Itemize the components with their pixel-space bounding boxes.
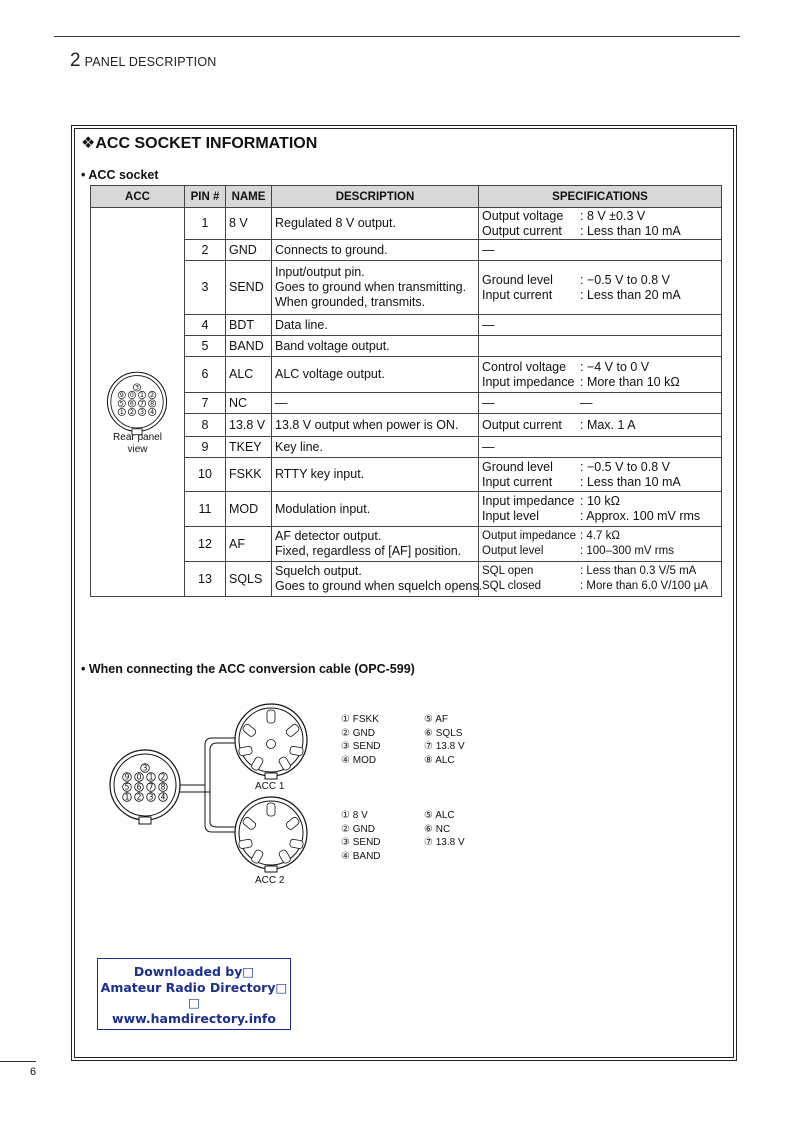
specification-cell	[479, 437, 722, 458]
description-cell	[272, 393, 479, 414]
description-line: Key line.	[275, 439, 323, 454]
specification-cell	[479, 492, 722, 527]
conversion-cable-icon	[180, 738, 235, 832]
description-cell	[272, 492, 479, 527]
download-line-1: Downloaded by□	[133, 964, 255, 979]
specification-line	[482, 564, 718, 579]
svg-text:3: 3	[140, 409, 145, 417]
svg-text:3: 3	[148, 792, 154, 802]
svg-text:4: 4	[150, 409, 155, 417]
specification-line	[482, 494, 718, 509]
spec-value: —	[580, 395, 593, 410]
description-line: Fixed, regardless of [AF] position.	[275, 544, 462, 558]
specification-cell	[479, 414, 722, 437]
description-line: AF detector output.	[275, 529, 382, 543]
specification-cell	[479, 336, 722, 357]
spec-key: Output current	[482, 417, 562, 432]
spec-key: Output voltage	[482, 208, 564, 223]
svg-text:8: 8	[150, 400, 155, 408]
specification-cell	[479, 458, 722, 492]
description-line: Goes to ground when squelch opens.	[275, 579, 483, 593]
specification-line	[482, 318, 718, 333]
description-line: Squelch output.	[275, 564, 362, 578]
section-title: ❖ACC SOCKET INFORMATION	[81, 135, 318, 152]
spec-key: Output current	[482, 223, 562, 238]
description-line: —	[275, 395, 288, 410]
description-cell	[272, 414, 479, 437]
specification-line	[482, 529, 718, 544]
pin-name-cell: AF	[226, 527, 272, 562]
svg-text:1: 1	[148, 772, 154, 782]
spec-key: —	[482, 395, 495, 410]
pin-number-cell: 2	[185, 240, 226, 261]
download-notice	[97, 958, 291, 1030]
acc-pin-table	[90, 185, 722, 597]
specification-line	[482, 475, 718, 490]
description-cell	[272, 208, 479, 240]
svg-text:0: 0	[129, 392, 134, 400]
description-cell	[272, 261, 479, 315]
spec-key: Ground level	[482, 272, 553, 287]
table-row	[91, 527, 722, 562]
spec-value: : Max. 1 A	[580, 417, 636, 432]
specification-line	[482, 460, 718, 475]
description-line: Band voltage output.	[275, 338, 390, 353]
description-line: ALC voltage output.	[275, 367, 385, 381]
chapter-number: 2	[70, 50, 81, 71]
description-line: 13.8 V output when power is ON.	[275, 417, 459, 432]
description-cell	[272, 437, 479, 458]
spec-value: : Less than 10 mA	[580, 223, 681, 238]
specification-line	[482, 209, 718, 224]
header-name: NAME	[226, 186, 272, 208]
description-line: Input/output pin.	[275, 265, 365, 279]
table-row	[91, 458, 722, 492]
spec-key: SQL open	[482, 565, 534, 577]
specification-cell	[479, 357, 722, 393]
specification-line	[482, 418, 718, 433]
rear-panel-label: Rear panel view	[113, 432, 162, 455]
header-specifications: SPECIFICATIONS	[479, 186, 722, 208]
table-header-row	[91, 186, 722, 208]
spec-value: : 8 V ±0.3 V	[580, 208, 646, 223]
table-row	[91, 414, 722, 437]
specification-line	[482, 273, 718, 288]
spec-value: : Less than 0.3 V/5 mA	[580, 565, 697, 577]
pin-number-cell: 13	[185, 562, 226, 597]
acc1-pin-list-right: ⑤ AF ⑥ SQLS ⑦ 13.8 V ⑧ ALC	[424, 714, 465, 766]
spec-value: : More than 10 kΩ	[580, 374, 680, 389]
specification-line	[482, 243, 718, 258]
spec-key: —	[482, 242, 495, 257]
svg-text:1: 1	[124, 792, 130, 802]
table-row	[91, 208, 722, 240]
pin-name-cell: GND	[226, 240, 272, 261]
svg-text:3: 3	[142, 763, 148, 773]
pin-name-cell: BAND	[226, 336, 272, 357]
subtitle-acc-socket: • ACC socket	[81, 168, 159, 182]
acc1-din-connector-icon	[235, 704, 307, 779]
table-row	[91, 261, 722, 315]
chapter-heading	[70, 50, 216, 72]
specification-cell	[479, 393, 722, 414]
svg-text:2: 2	[129, 409, 134, 417]
header-rule	[54, 36, 740, 37]
spec-key: Control voltage	[482, 359, 567, 374]
pin-name-cell: SQLS	[226, 562, 272, 597]
pin-name-cell: NC	[226, 393, 272, 414]
svg-text:9: 9	[124, 772, 130, 782]
pin-name-cell: MOD	[226, 492, 272, 527]
spec-key: —	[482, 439, 495, 454]
acc1-label: ACC 1	[255, 781, 285, 792]
table-row	[91, 437, 722, 458]
spec-key: Output level	[482, 545, 544, 557]
description-line: Modulation input.	[275, 501, 371, 516]
table-row	[91, 336, 722, 357]
pin-number-cell: 8	[185, 414, 226, 437]
specification-cell	[479, 527, 722, 562]
acc2-din-connector-icon	[235, 797, 307, 872]
svg-text:6: 6	[129, 400, 134, 408]
specification-line	[482, 375, 718, 390]
header-description: DESCRIPTION	[272, 186, 479, 208]
spec-value: : −4 V to 0 V	[580, 359, 650, 374]
specification-line	[482, 360, 718, 375]
pin-name-cell: SEND	[226, 261, 272, 315]
svg-text:4: 4	[160, 792, 166, 802]
pin-name-cell: BDT	[226, 315, 272, 336]
table-row	[91, 315, 722, 336]
pin-name-cell: TKEY	[226, 437, 272, 458]
spec-value: : 100–300 mV rms	[580, 545, 674, 557]
pin-number-cell: 7	[185, 393, 226, 414]
spec-value	[580, 440, 718, 455]
header-pin: PIN #	[185, 186, 226, 208]
spec-key: Input impedance	[482, 374, 575, 389]
svg-text:0: 0	[136, 772, 142, 782]
pin-number-cell: 12	[185, 527, 226, 562]
description-line: RTTY key input.	[275, 467, 365, 481]
spec-key: —	[482, 317, 495, 332]
pin-name-cell: ALC	[226, 357, 272, 393]
chapter-title: PANEL DESCRIPTION	[84, 55, 217, 69]
specification-cell	[479, 315, 722, 336]
svg-text:8: 8	[160, 782, 166, 792]
pin-number-cell: 3	[185, 261, 226, 315]
description-cell	[272, 315, 479, 336]
spec-value: : Less than 10 mA	[580, 474, 681, 489]
description-cell	[272, 527, 479, 562]
pin-name-cell: FSKK	[226, 458, 272, 492]
description-line: Connects to ground.	[275, 242, 388, 257]
specification-cell	[479, 240, 722, 261]
svg-text:6: 6	[136, 782, 142, 792]
description-line: Goes to ground when transmitting.	[275, 280, 467, 294]
description-cell	[272, 562, 483, 597]
svg-text:2: 2	[136, 792, 142, 802]
spec-key: Output impedance	[482, 530, 576, 542]
acc2-label: ACC 2	[255, 875, 285, 886]
specification-line	[482, 544, 718, 559]
description-cell	[272, 357, 479, 393]
svg-text:5: 5	[124, 782, 130, 792]
description-cell	[272, 336, 479, 357]
spec-key: Input current	[482, 287, 553, 302]
svg-text:2: 2	[160, 772, 166, 782]
specification-line	[482, 288, 718, 303]
acc-socket-13pin-icon	[110, 750, 180, 824]
pin-number-cell: 10	[185, 458, 226, 492]
spec-value: : Less than 20 mA	[580, 287, 681, 302]
pin-number-cell: 4	[185, 315, 226, 336]
specification-cell	[479, 208, 722, 240]
svg-text:2: 2	[150, 392, 155, 400]
svg-text:1: 1	[119, 409, 124, 417]
specification-line	[482, 396, 718, 411]
svg-text:7: 7	[148, 782, 154, 792]
spec-value: : 4.7 kΩ	[580, 530, 620, 542]
spec-key: Input current	[482, 474, 553, 489]
specification-cell	[479, 562, 722, 597]
specification-line	[482, 224, 718, 239]
download-line-3: □	[188, 995, 200, 1010]
pin-number-cell: 1	[185, 208, 226, 240]
svg-text:5: 5	[119, 400, 124, 408]
spec-value: : −0.5 V to 0.8 V	[580, 459, 670, 474]
acc1-pin-list-left: ① FSKK ② GND ③ SEND ④ MOD	[341, 714, 381, 766]
pin-number-cell: 9	[185, 437, 226, 458]
specification-line	[482, 579, 718, 594]
spec-key: Input impedance	[482, 494, 575, 508]
spec-key: SQL closed	[482, 580, 542, 592]
subtitle-cable: • When connecting the ACC conversion cable (OPC-599)	[81, 662, 415, 676]
table-row	[91, 492, 722, 527]
spec-value	[580, 243, 718, 258]
specification-cell	[479, 261, 722, 315]
description-line: Data line.	[275, 317, 328, 332]
cable-diagram	[100, 700, 320, 900]
header-acc: ACC	[91, 186, 185, 208]
spec-value: : −0.5 V to 0.8 V	[580, 272, 670, 287]
svg-text:1: 1	[140, 392, 145, 400]
description-line: Regulated 8 V output.	[275, 216, 396, 230]
footer-rule	[0, 1061, 36, 1062]
specification-line	[482, 440, 718, 455]
spec-key: Input level	[482, 509, 539, 523]
download-line-2: Amateur Radio Directory□	[100, 979, 288, 995]
download-url[interactable]: www.hamdirectory.info	[112, 1010, 276, 1026]
table-row	[91, 240, 722, 261]
acc2-pin-list-left: ① 8 V ② GND ③ SEND ④ BAND	[341, 810, 381, 862]
table-row	[91, 393, 722, 414]
table-row	[91, 562, 722, 597]
page-number: 6	[30, 1066, 37, 1078]
acc-diagram-cell	[91, 208, 185, 597]
spec-value: : 10 kΩ	[580, 494, 620, 508]
description-cell	[272, 240, 479, 261]
pin-number-cell: 11	[185, 492, 226, 527]
pin-name-cell: 13.8 V	[226, 414, 272, 437]
svg-text:7: 7	[140, 400, 145, 408]
pin-number-cell: 6	[185, 357, 226, 393]
svg-text:9: 9	[119, 392, 124, 400]
pin-number-cell: 5	[185, 336, 226, 357]
specification-line	[482, 509, 718, 524]
spec-key: Ground level	[482, 459, 553, 474]
acc2-pin-list-right: ⑤ ALC ⑥ NC ⑦ 13.8 V	[424, 810, 465, 848]
svg-text:3: 3	[134, 384, 140, 392]
table-row	[91, 357, 722, 393]
spec-value: : Approx. 100 mV rms	[580, 509, 701, 523]
spec-value	[580, 318, 718, 333]
pin-name-cell: 8 V	[226, 208, 272, 240]
spec-value: : More than 6.0 V/100 μA	[580, 580, 709, 592]
description-line: When grounded, transmits.	[275, 295, 426, 309]
description-cell	[272, 458, 479, 492]
